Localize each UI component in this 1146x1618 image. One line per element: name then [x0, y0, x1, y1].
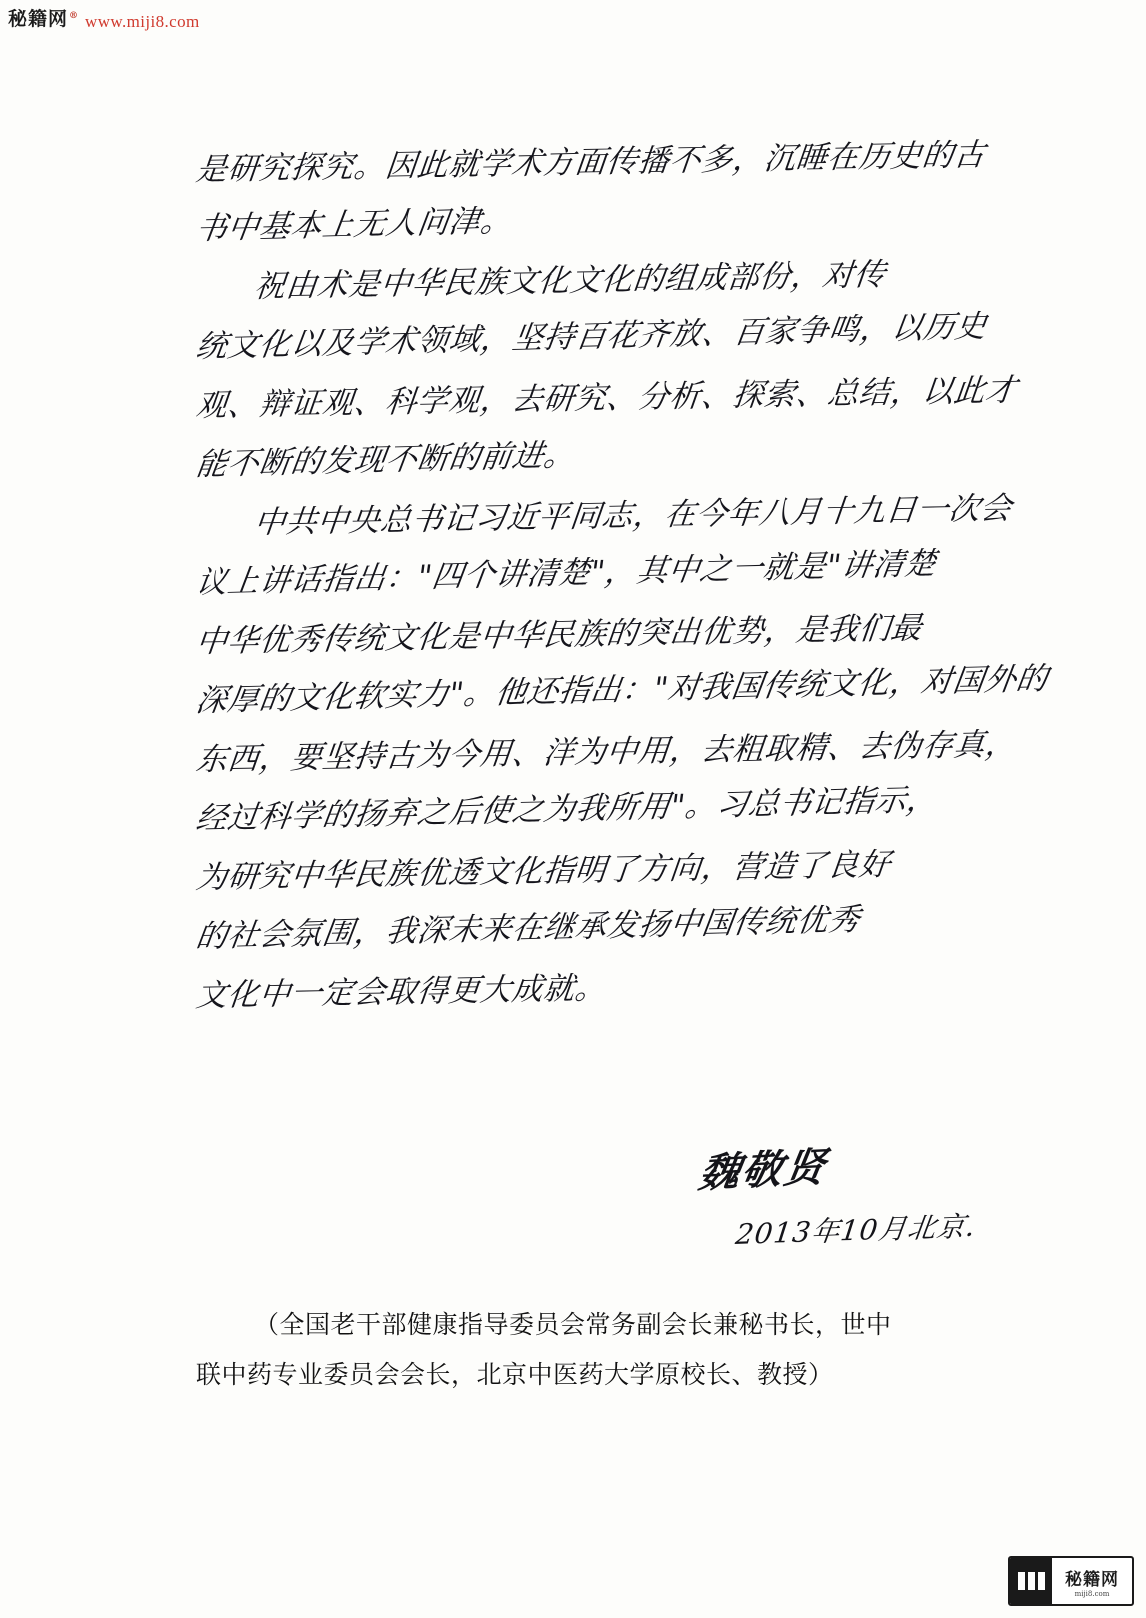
- handwritten-line: 深厚的文化软实力"。他还指出："对我国传统文化，对国外的: [193, 660, 1051, 719]
- handwritten-line: 议上讲话指出："四个讲清楚"，其中之一就是"讲清楚: [193, 545, 939, 601]
- stamp-subtext: miji8.com: [1074, 1589, 1110, 1598]
- handwritten-line: 为研究中华民族优透文化指明了方向，营造了良好: [194, 846, 893, 896]
- registered-mark-icon: ®: [69, 10, 80, 21]
- handwritten-line: 观、辩证观、科学观，去研究、分析、探索、总结，以此才: [194, 372, 1019, 424]
- site-logo: [8, 10, 79, 29]
- site-url-link[interactable]: www.miji8.com: [85, 12, 200, 31]
- signature-name: 魏敬贤: [695, 1143, 831, 1197]
- handwritten-line: 能不断的发现不断的前进。: [193, 437, 578, 483]
- signature-date: 2013年10月北京.: [733, 1209, 978, 1251]
- handwritten-line: 书中基本上无人问津。: [193, 202, 515, 247]
- handwritten-line: 是研究探究。因此就学术方面传播不多，沉睡在历史的古: [194, 136, 988, 188]
- handwritten-letter-body: [193, 136, 1051, 1040]
- handwritten-line: 东西，要坚持古为今用、洋为中用，去粗取精、去伪存真，: [194, 726, 1019, 778]
- handwritten-line: 文化中一定会取得更大成就。: [194, 970, 609, 1014]
- handwritten-line: 祝由术是中华民族文化文化的组成部份，对传: [252, 256, 888, 305]
- handwritten-line: 统文化以及学术领域，坚持百花齐放、百家争鸣，以历史: [193, 308, 989, 365]
- handwritten-line: 中华优秀传统文化是中华民族的突出优势，是我们最: [194, 610, 924, 660]
- signature-block: [695, 1142, 978, 1253]
- footnote-line: 联中药专业委员会会长，北京中医药大学原校长、教授）: [196, 1360, 834, 1389]
- stamp-text: 秘籍网: [1065, 1569, 1119, 1590]
- site-stamp-badge: [1008, 1556, 1134, 1606]
- handwritten-line: 的社会氛围，我深未来在继承发扬中国传统优秀: [193, 901, 863, 955]
- barcode-icon: [1010, 1558, 1052, 1604]
- handwritten-line: 经过科学的扬弃之后使之为我所用"。习总书记指示，: [193, 781, 941, 837]
- handwritten-line: 中共中央总书记习近平同志，在今年八月十九日一次会: [252, 490, 1014, 541]
- site-logo-text: 秘籍网: [8, 8, 69, 30]
- stamp-label: [1052, 1565, 1132, 1598]
- site-watermark-header: [8, 10, 200, 32]
- author-credentials-footnote: [196, 1300, 996, 1400]
- footnote-line: （全国老干部健康指导委员会常务副会长兼秘书长，世中: [254, 1310, 892, 1339]
